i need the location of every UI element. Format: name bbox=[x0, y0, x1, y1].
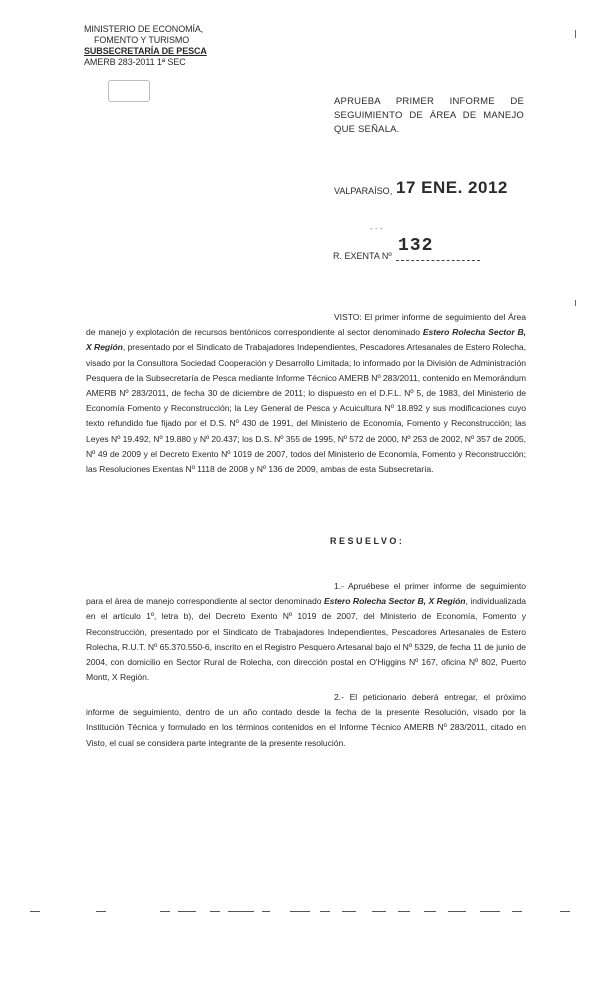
resolution-subject: APRUEBA PRIMER INFORME DE SEGUIMIENTO DE ÁREA DE MANEJO QUE SEÑALA. bbox=[334, 96, 524, 135]
ministry-name: MINISTERIO DE ECONOMÍA, bbox=[84, 24, 204, 34]
letterhead bbox=[84, 24, 207, 68]
scan-mark bbox=[575, 300, 576, 306]
exenta-label: R. EXENTA Nº bbox=[333, 251, 392, 261]
article-1-paragraph bbox=[86, 579, 526, 685]
place-label: VALPARAÍSO, bbox=[334, 186, 393, 196]
visto-lead: VISTO: bbox=[334, 312, 362, 322]
visto-text-1: El primer informe de seguimiento del Área de manejo y explotación de recursos bentónicos correspondiente al sector denominado bbox=[86, 312, 526, 338]
article-2-paragraph: 2.- El peticionario deberá entregar, el próximo informe de seguimiento, dentro de un año contado desde la fecha de la presente Resolución, visado por la Institución Técnica y formulado en los términos contenidos en el Informe Técnico AMERB Nº 283/2011, citado en Visto, el cual se considera parte integrante de la presente resolución. bbox=[86, 692, 526, 748]
exenta-underline bbox=[396, 260, 480, 261]
subsecretary-name: SUBSECRETARÍA DE PESCA bbox=[84, 46, 207, 56]
dash-mark: - - - bbox=[370, 224, 383, 233]
resuelvo-heading: RESUELVO: bbox=[330, 536, 405, 546]
article-1-sector: Estero Rolecha Sector B, X Región bbox=[323, 596, 466, 607]
visto-paragraph bbox=[86, 310, 526, 477]
resolution-date: 17 ENE. 2012 bbox=[396, 178, 508, 197]
footer-dash-line bbox=[0, 906, 600, 916]
article-1-rest: , individualizada en el artículo 1º, letra b), del Decreto Exento Nº 1019 de 2007, del Ministerio de Economía, Fomento y Reconstrucción, presentado por el Sindicato de Trabajadores Independientes, Pescadores Artesanales de Estero Rolecha, R.U.T. Nº 65.370.550-6, inscrito en el Registro Pesquero Artesanal bajo el Nº 5329, de fecha 11 de junio de 2004, con domicilio en Sector Rural de Rolecha, con dirección postal en O'Higgins Nº 167, oficina Nº 802, Puerto Montt, X Región. bbox=[86, 596, 526, 683]
article-1-lead: 1.- Apruébese el primer informe de seguimiento para el área de manejo correspondiente al sector denominado bbox=[86, 581, 526, 607]
office-stamp bbox=[108, 80, 150, 102]
visto-text-2: , presentado por el Sindicato de Trabajadores Independientes, Pescadores Artesanales de Estero Rolecha, visado por la Consultora Sociedad Cooperación y Desarrollo Limitada; lo informado por la División de Administración Pesquera de la Subsecretaría de Pesca mediante Informe Técnico AMERB Nº 283/2011, contenido en Memorándum AMERB Nº 283/2011, de fecha 30 de diciembre de 2011; lo dispuesto en el D.F.L. Nº 5, de 1983, del Ministerio de Economía Fomento y Reconstrucción; la Ley General de Pesca y Acuicultura Nº 18.892 y sus modificaciones cuyo texto refundido fue fijado por el D.S. Nº 430 de 1991, del Ministerio de Economía, Fomento y Reconstrucción; las Leyes Nº 19.492, Nº 19.880 y Nº 20.437; los D.S. Nº 355 de 1995, Nº 572 de 2000, Nº 253 de 2002, Nº 357 de 2005, Nº 49 de 2009 y el Decreto Exento Nº 1019 de 2007, todos del Ministerio de Economía, Fomento y Reconstrucción; las Resoluciones Exentas Nº 1118 de 2008 y Nº 136 de 2009, ambas de esta Subsecretaría. bbox=[86, 342, 527, 475]
scan-mark bbox=[575, 30, 576, 38]
file-reference: AMERB 283-2011 1ª SEC bbox=[84, 57, 186, 67]
visto-sector: Estero Rolecha Sector B, X Región bbox=[86, 327, 527, 353]
exenta-number: 132 bbox=[398, 236, 434, 256]
ministry-subtitle: FOMENTO Y TURISMO bbox=[94, 35, 190, 45]
